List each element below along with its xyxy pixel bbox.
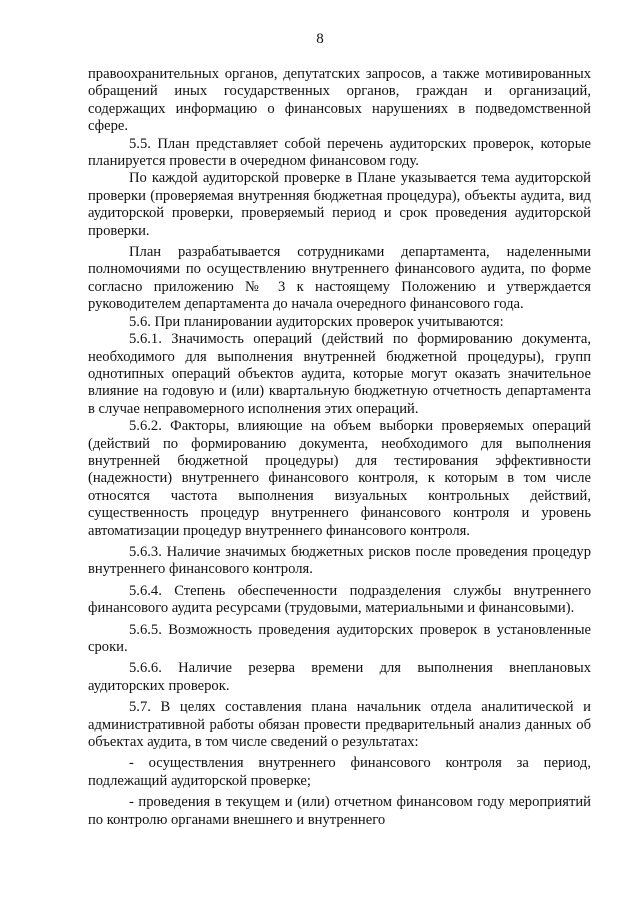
paragraph-5-7: 5.7. В целях составления плана начальник отдела аналитической и административной работы обязан провести предварительный анализ данных об объектах аудита, в том числе сведений о результатах: [88, 699, 591, 751]
paragraph-plan-topics: По каждой аудиторской проверке в Плане указывается тема аудиторской проверки (проверяемая внутренняя бюджетная процедура), объекты аудита, вид аудиторской проверки, проверяемый период и срок проведения аудиторской проверки. [88, 170, 591, 239]
list-item-external-control: - проведения в текущем и (или) отчетном финансовом году мероприятий по контролю органами внешнего и внутреннего [88, 794, 591, 828]
document-body [88, 66, 591, 829]
paragraph-5-5: 5.5. План представляет собой перечень аудиторских проверок, которые планируется провести в очередном финансовом году. [88, 135, 591, 170]
paragraph-5-6: 5.6. При планировании аудиторских проверок учитываются: [129, 313, 504, 330]
paragraph-5-6-2: 5.6.2. Факторы, влияющие на объем выборки проверяемых операций (действий по формированию документа, необходимого для выполнения внутренней бюджетной процедуры) для тестирования эффективности (надежности) внутреннего финансового контроля, к которым в том числе относятся частота выполнения визуальных контрольных действий, существенность процедур внутреннего финансового контроля и уровень автоматизации процедур внутреннего финансового контроля. [88, 418, 591, 539]
paragraph-5-6-6: 5.6.6. Наличие резерва времени для выполнения внеплановых аудиторских проверок. [88, 660, 591, 694]
paragraph-5-6-1: 5.6.1. Значимость операций (действий по формированию документа, необходимого для выполнения внутренней бюджетной процедуры), групп однотипных операций объектов аудита, которые могут оказать значительное влияние на годовую и (или) квартальную бюджетную отчетность департамента в случае неправомерного исполнения этих операций. [88, 331, 591, 417]
paragraph-continuation: правоохранительных органов, депутатских запросов, а также мотивированных обращений иных государственных органов, граждан и организаций, содержащих информацию о финансовых нарушениях в подведомственной сфере. [88, 66, 591, 135]
page-number: 8 [316, 31, 324, 47]
paragraph-5-6-5: 5.6.5. Возможность проведения аудиторских проверок в установленные сроки. [88, 621, 591, 655]
list-item-internal-control: - осуществления внутреннего финансового контроля за период, подлежащий аудиторской проверке; [88, 755, 591, 789]
paragraph-plan-development: План разрабатывается сотрудниками департамента, наделенными полномочиями по осуществлению внутреннего финансового аудита, по форме согласно приложению № 3 к настоящему Положению и утверждается руководителем департамента до начала очередного финансового года. [88, 244, 591, 313]
paragraph-5-6-4: 5.6.4. Степень обеспеченности подразделения службы внутреннего финансового аудита ресурсами (трудовыми, материальными и финансовыми). [88, 582, 591, 617]
paragraph-5-6-3: 5.6.3. Наличие значимых бюджетных рисков после проведения процедур внутреннего финансового контроля. [88, 543, 591, 578]
